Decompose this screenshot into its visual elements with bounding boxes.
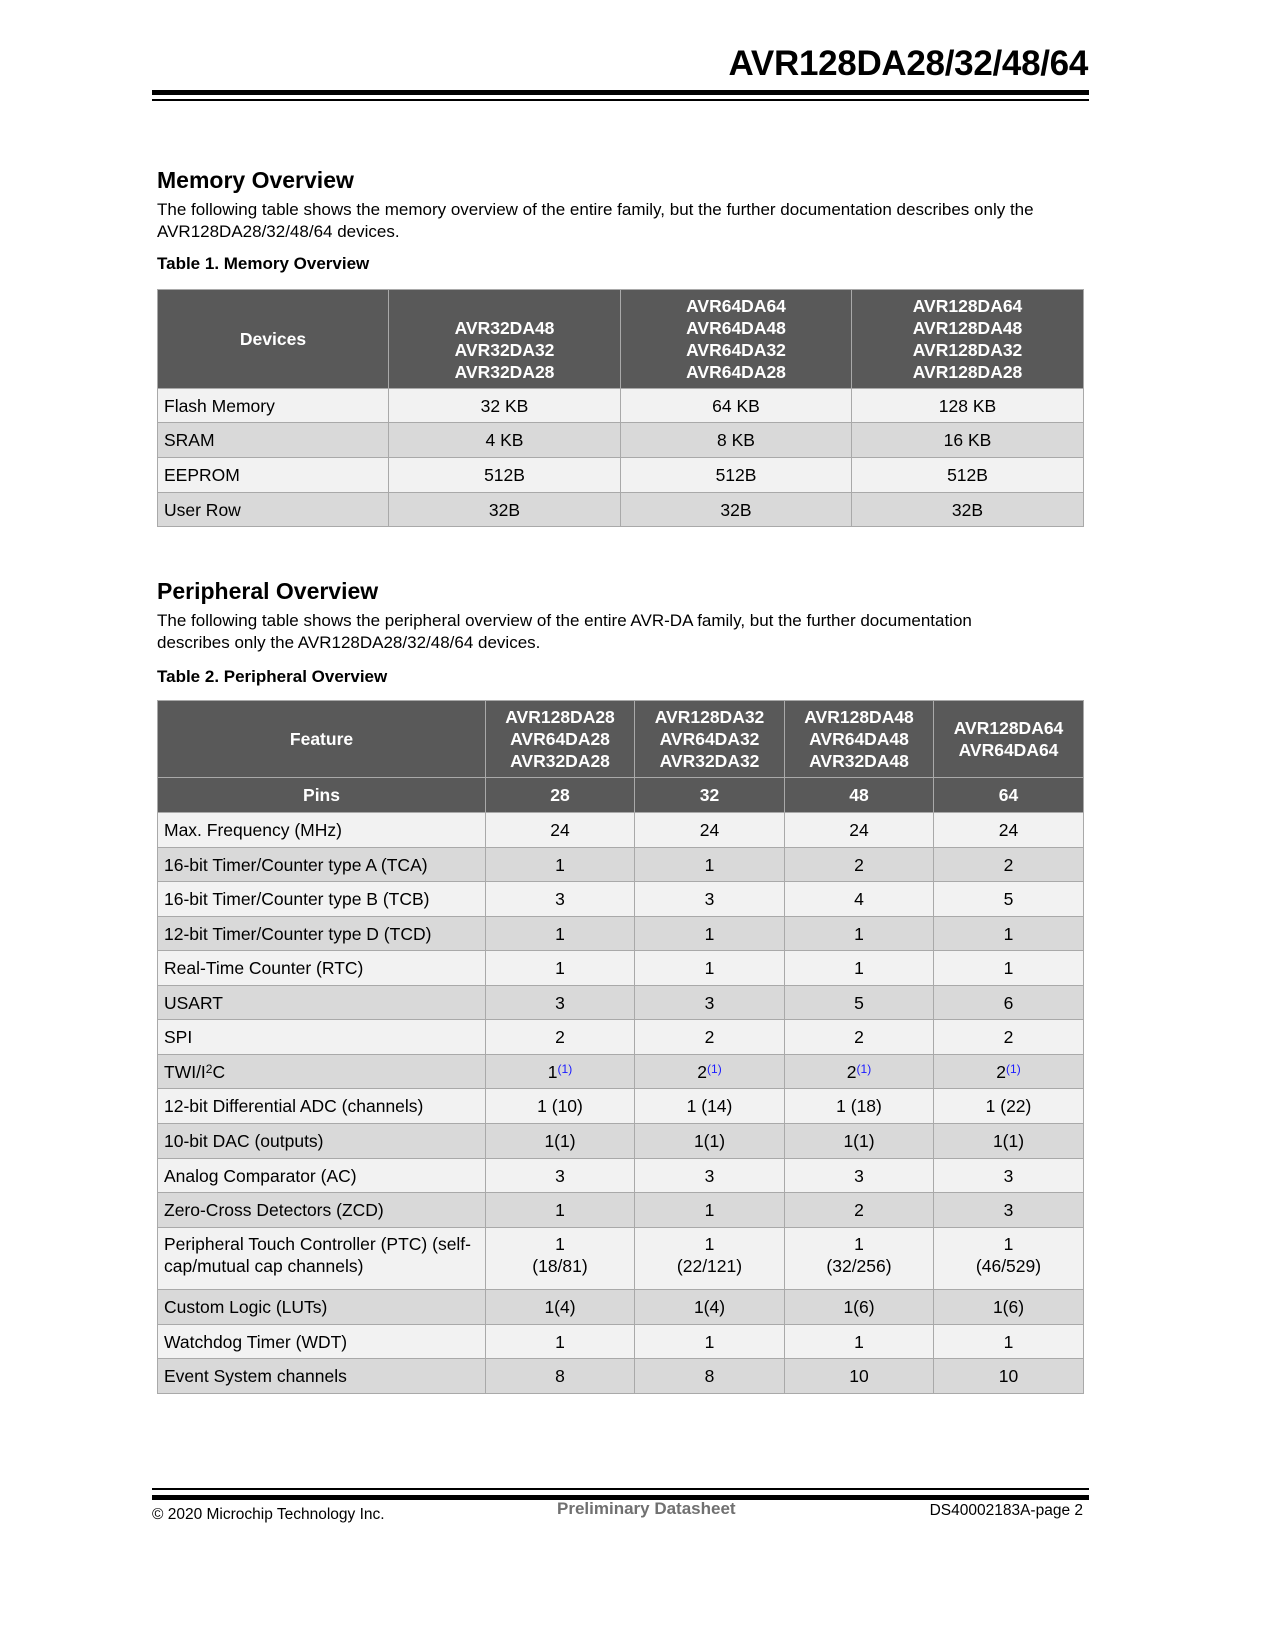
cell: 1(4): [635, 1290, 785, 1325]
footer-page-number: DS40002183A-page 2: [929, 1502, 1083, 1519]
row-label: Analog Comparator (AC): [158, 1159, 486, 1193]
cell: 3: [486, 1159, 635, 1193]
header-cell-28pin: AVR128DA28 AVR64DA28 AVR32DA28: [486, 701, 635, 778]
row-label: TWI/$I^2C$: [158, 1055, 486, 1089]
row-label: SPI: [158, 1020, 486, 1055]
row-label: User Row: [158, 493, 389, 527]
paragraph-line: The following table shows the peripheral overview of the entire AVR-DA family, but the further documentation: [157, 611, 972, 630]
cell: 1: [635, 951, 785, 986]
cell: 1 (10): [486, 1089, 635, 1124]
cell: 1 (18): [785, 1089, 934, 1124]
cell: 1$^{(1)}$: [486, 1055, 635, 1089]
paragraph-line: describes only the AVR128DA28/32/48/64 devices.: [157, 633, 541, 652]
document-title: AVR128DA28/32/48/64: [728, 44, 1088, 83]
cell: 2$^{(1)}$: [785, 1055, 934, 1089]
cell: 32B: [852, 493, 1084, 527]
cell: 1 (14): [635, 1089, 785, 1124]
header-cell-48pin: AVR128DA48 AVR64DA48 AVR32DA48: [785, 701, 934, 778]
cell: 10: [934, 1359, 1084, 1394]
cell: 5: [785, 986, 934, 1020]
table-row: [158, 1020, 1084, 1055]
cell: 2$^{(1)}$: [635, 1055, 785, 1089]
cell: 2: [635, 1020, 785, 1055]
cell: 1: [486, 848, 635, 882]
cell: 1: [486, 951, 635, 986]
cell: 1: [785, 917, 934, 951]
table-row: [158, 882, 1084, 917]
row-label: 12-bit Differential ADC (channels): [158, 1089, 486, 1124]
cell: 24: [785, 813, 934, 848]
table-row: [158, 917, 1084, 951]
cell: 8: [486, 1359, 635, 1394]
cell: 2: [934, 1020, 1084, 1055]
cell: 1: [785, 951, 934, 986]
pins-value: 32: [635, 778, 785, 813]
cell: 3: [934, 1193, 1084, 1228]
cell: 2$^{(1)}$: [934, 1055, 1084, 1089]
cell: 8 KB: [621, 423, 852, 458]
memory-overview-table: [157, 289, 1084, 527]
cell: 1: [934, 1325, 1084, 1359]
header-rule-thick: [152, 90, 1089, 95]
row-label: Zero-Cross Detectors (ZCD): [158, 1193, 486, 1228]
peripheral-overview-table: [157, 700, 1084, 1394]
footnote-link[interactable]: (1): [707, 1061, 722, 1076]
pins-value: 28: [486, 778, 635, 813]
cell: 32B: [621, 493, 852, 527]
table-row: [158, 1159, 1084, 1193]
table-header-row: [158, 701, 1084, 778]
table-row: [158, 493, 1084, 527]
cell: 1(1): [486, 1124, 635, 1159]
cell: 1: [635, 1193, 785, 1228]
header-cell-avr32: AVR32DA48 AVR32DA32 AVR32DA28: [389, 290, 621, 389]
table-row: [158, 951, 1084, 986]
cell: 1: [934, 951, 1084, 986]
row-label: Event System channels: [158, 1359, 486, 1394]
table-row: [158, 1124, 1084, 1159]
cell: 3: [785, 1159, 934, 1193]
cell: 3: [486, 986, 635, 1020]
row-label: Real-Time Counter (RTC): [158, 951, 486, 986]
pins-value: 64: [934, 778, 1084, 813]
footer-rule-thin: [152, 1488, 1089, 1490]
row-label: Watchdog Timer (WDT): [158, 1325, 486, 1359]
cell: 128 KB: [852, 389, 1084, 423]
cell: 1(6): [785, 1290, 934, 1325]
cell: 32 KB: [389, 389, 621, 423]
table-row: [158, 1359, 1084, 1394]
pins-label: Pins: [158, 778, 486, 813]
cell: 1 (22/121): [635, 1228, 785, 1290]
cell: 6: [934, 986, 1084, 1020]
table-1-caption: Table 1. Memory Overview: [157, 254, 370, 273]
cell: 2: [486, 1020, 635, 1055]
header-cell-avr64: AVR64DA64 AVR64DA48 AVR64DA32 AVR64DA28: [621, 290, 852, 389]
footnote-link[interactable]: (1): [1006, 1061, 1021, 1076]
table-row: [158, 1089, 1084, 1124]
footer-preliminary-label: Preliminary Datasheet: [557, 1499, 736, 1518]
cell: 1: [486, 1193, 635, 1228]
cell: 16 KB: [852, 423, 1084, 458]
row-label: 10-bit DAC (outputs): [158, 1124, 486, 1159]
cell: 2: [934, 848, 1084, 882]
cell: 3: [635, 986, 785, 1020]
cell: 1: [635, 917, 785, 951]
header-cell-64pin: AVR128DA64 AVR64DA64: [934, 701, 1084, 778]
cell: 1: [635, 1325, 785, 1359]
cell: 1 (22): [934, 1089, 1084, 1124]
cell: 10: [785, 1359, 934, 1394]
row-label: USART: [158, 986, 486, 1020]
cell: 1: [934, 917, 1084, 951]
cell: 32B: [389, 493, 621, 527]
table-row: [158, 813, 1084, 848]
row-label: Peripheral Touch Controller (PTC) (self- cap/mutual cap channels): [158, 1228, 486, 1290]
header-cell-devices: Devices: [158, 290, 389, 389]
row-label: SRAM: [158, 423, 389, 458]
pins-row: [158, 778, 1084, 813]
table-row: [158, 1290, 1084, 1325]
table-row-twi: [158, 1055, 1084, 1089]
row-label: 16-bit Timer/Counter type B (TCB): [158, 882, 486, 917]
cell: 1: [486, 917, 635, 951]
table-row: [158, 1193, 1084, 1228]
table-row: [158, 423, 1084, 458]
paragraph-line: AVR128DA28/32/48/64 devices.: [157, 222, 400, 241]
cell: 3: [934, 1159, 1084, 1193]
cell: 1 (18/81): [486, 1228, 635, 1290]
peripheral-overview-paragraph: [157, 610, 1087, 654]
table-row: [158, 458, 1084, 493]
cell: 8: [635, 1359, 785, 1394]
memory-overview-heading: Memory Overview: [157, 167, 354, 193]
cell: 4 KB: [389, 423, 621, 458]
cell: 2: [785, 1193, 934, 1228]
row-label: Max. Frequency (MHz): [158, 813, 486, 848]
row-label: Flash Memory: [158, 389, 389, 423]
footnote-link[interactable]: (1): [856, 1061, 872, 1076]
cell: 1: [635, 848, 785, 882]
header-rule-thin: [152, 99, 1089, 101]
cell: 3: [635, 1159, 785, 1193]
cell: 2: [785, 848, 934, 882]
row-label: EEPROM: [158, 458, 389, 493]
memory-overview-paragraph: [157, 199, 1087, 243]
cell: 3: [635, 882, 785, 917]
table-row: [158, 848, 1084, 882]
cell: 2: [785, 1020, 934, 1055]
cell: 64 KB: [621, 389, 852, 423]
row-label: 12-bit Timer/Counter type D (TCD): [158, 917, 486, 951]
row-label: Custom Logic (LUTs): [158, 1290, 486, 1325]
cell: 4: [785, 882, 934, 917]
footnote-link[interactable]: (1): [557, 1061, 573, 1076]
cell: 3: [486, 882, 635, 917]
cell: 24: [934, 813, 1084, 848]
header-cell-avr128: AVR128DA64 AVR128DA48 AVR128DA32 AVR128DA28: [852, 290, 1084, 389]
cell: 1(6): [934, 1290, 1084, 1325]
peripheral-overview-heading: Peripheral Overview: [157, 578, 379, 604]
footer-copyright: © 2020 Microchip Technology Inc.: [152, 1506, 385, 1523]
cell: 1 (46/529): [934, 1228, 1084, 1290]
table-row: [158, 389, 1084, 423]
cell: 1(1): [785, 1124, 934, 1159]
cell: 1: [785, 1325, 934, 1359]
table-row-ptc: [158, 1228, 1084, 1290]
table-row: [158, 1325, 1084, 1359]
cell: 24: [635, 813, 785, 848]
table-row: [158, 986, 1084, 1020]
pins-value: 48: [785, 778, 934, 813]
cell: 1(1): [934, 1124, 1084, 1159]
header-cell-feature: Feature: [158, 701, 486, 778]
cell: 1 (32/256): [785, 1228, 934, 1290]
cell: 512B: [389, 458, 621, 493]
cell: 1(1): [635, 1124, 785, 1159]
cell: 5: [934, 882, 1084, 917]
cell: 1(4): [486, 1290, 635, 1325]
table-2-caption: Table 2. Peripheral Overview: [157, 667, 388, 686]
cell: 512B: [852, 458, 1084, 493]
row-label: 16-bit Timer/Counter type A (TCA): [158, 848, 486, 882]
header-cell-32pin: AVR128DA32 AVR64DA32 AVR32DA32: [635, 701, 785, 778]
cell: 24: [486, 813, 635, 848]
cell: 512B: [621, 458, 852, 493]
paragraph-line: The following table shows the memory overview of the entire family, but the further documentation describes only the: [157, 200, 1034, 219]
cell: 1: [486, 1325, 635, 1359]
table-header-row: [158, 290, 1084, 389]
